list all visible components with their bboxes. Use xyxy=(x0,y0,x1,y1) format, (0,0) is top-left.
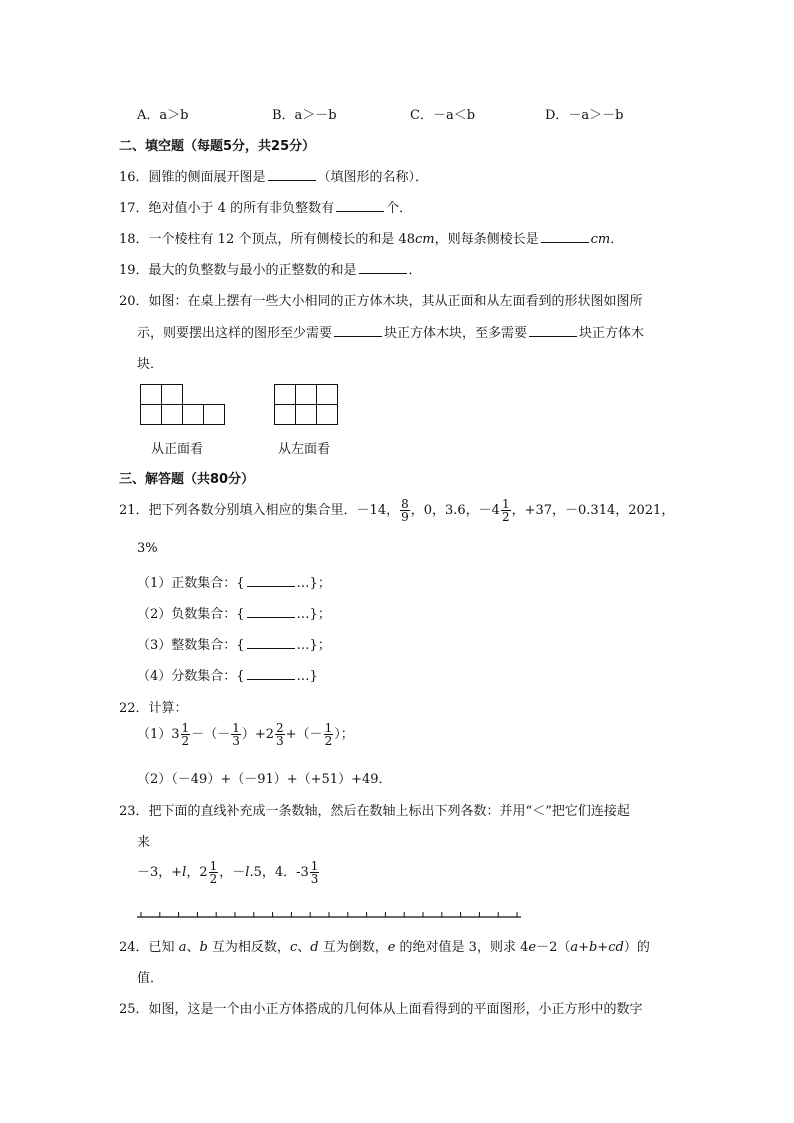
answer-blank[interactable] xyxy=(336,199,384,212)
question-22-part1: （1）3 $\frac{1}{2}$ －（－ $\frac{1}{3}$ ）+2 $\frac{2}{3}$ +（－ $\frac{1}{2}$ ）； xyxy=(137,721,354,748)
answer-blank[interactable] xyxy=(268,168,316,181)
question-25-line1: 25．如图，这是一个由小正方体搭成的几何体从上面看得到的平面图形，小正方形中的数字 xyxy=(119,1002,643,1017)
answer-blank[interactable] xyxy=(541,230,589,243)
question-22-part2: （2）（－49）+（－91）+（+51）+49． xyxy=(137,772,392,787)
front-view-figure xyxy=(140,384,233,430)
question-20-line2: 示，则要摆出这样的图形至少需要 块正方体木块，至多需要 块正方体木 xyxy=(137,326,645,341)
question-23-line1: 23．把下面的直线补充成一条数轴，然后在数轴上标出下列各数：并用“＜”把它们连接起 xyxy=(119,804,630,819)
section-solve-title: 三、解答题（共80分） xyxy=(119,472,255,487)
option-d: D．－a＞－b xyxy=(545,108,624,123)
question-23-numbers: －3，+l，2 $\frac{1}{2}$ ，－l.5，4．-3 $\frac{1}{3}$ xyxy=(137,859,319,886)
question-20-line1: 20．如图：在桌上摆有一些大小相同的正方体木块，其从正面和从左面看到的形状图如图所 xyxy=(119,294,643,309)
question-24-line1: 24．已知 a、b 互为相反数，c、d 互为倒数，e 的绝对值是 3，则求 4e－2（a+b+cd）的 xyxy=(119,940,650,955)
number-line[interactable] xyxy=(135,906,525,920)
set-fraction: （4）分数集合：{ …} xyxy=(137,669,318,684)
question-18: 18．一个棱柱有 12 个顶点，所有侧棱长的和是 48cm，则每条侧棱长是 cm． xyxy=(119,232,624,247)
option-a: A．a＞b xyxy=(137,108,189,123)
question-21: 21．把下列各数分别填入相应的集合里．－14， $\frac{8}{9}$ ，0，3.6，－4 $\frac{1}{2}$ ，+37，－0.314，2021， xyxy=(119,497,675,524)
answer-blank[interactable] xyxy=(247,636,295,649)
left-view-label: 从左面看 xyxy=(278,442,331,457)
section-fill-in-title: 二、填空题（每题5分，共25分） xyxy=(119,139,316,154)
left-view-figure xyxy=(274,384,344,430)
front-view-label: 从正面看 xyxy=(151,442,204,457)
question-21-line2: 3% xyxy=(137,541,158,556)
question-22-title: 22．计算： xyxy=(119,701,188,716)
answer-blank[interactable] xyxy=(247,667,295,680)
question-24-line2: 值． xyxy=(137,971,164,986)
answer-blank[interactable] xyxy=(334,324,382,337)
answer-blank[interactable] xyxy=(359,261,407,274)
question-16: 16．圆锥的侧面展开图是 （填图形的名称）． xyxy=(119,170,429,185)
question-19: 19．最大的负整数与最小的正整数的和是 ． xyxy=(119,263,422,278)
answer-blank[interactable] xyxy=(247,574,295,587)
question-17: 17．绝对值小于 4 的所有非负整数有 个． xyxy=(119,201,413,216)
option-c: C．－a＜b xyxy=(410,108,476,123)
set-positive: （1）正数集合：{ …}； xyxy=(137,576,331,591)
answer-blank[interactable] xyxy=(529,324,577,337)
answer-blank[interactable] xyxy=(247,605,295,618)
question-20-line3: 块． xyxy=(137,357,164,372)
set-negative: （2）负数集合：{ …}； xyxy=(137,607,331,622)
set-integer: （3）整数集合：{ …}； xyxy=(137,638,331,653)
option-b: B．a＞－b xyxy=(272,108,337,123)
question-23-line2: 来 xyxy=(137,835,151,850)
